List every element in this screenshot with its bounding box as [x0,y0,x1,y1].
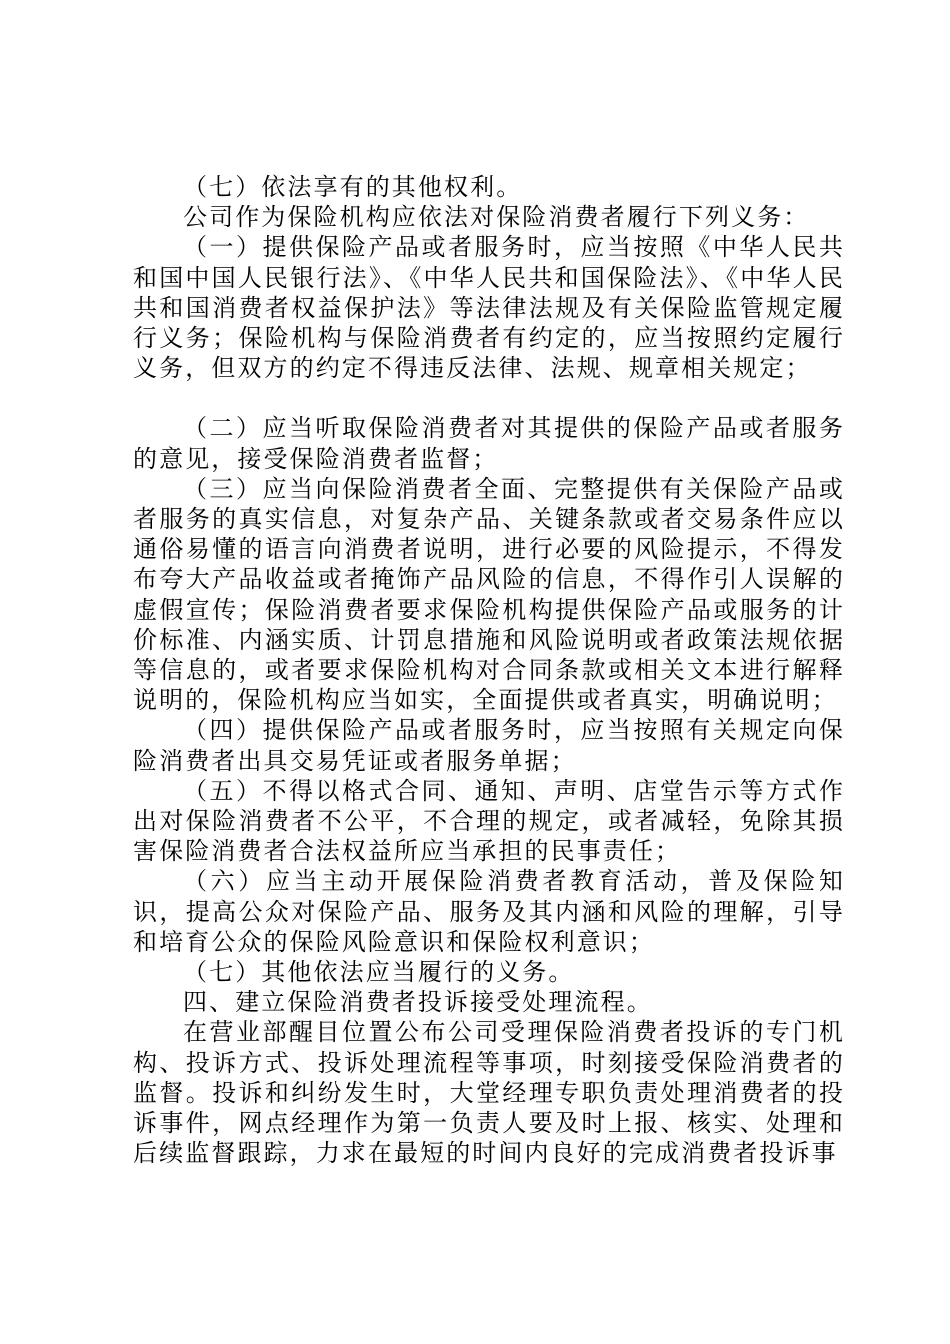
paragraph-obligation-seven: （七）其他依法应当履行的义务。 [183,958,575,987]
section-heading-complaints: 四、建立保险消费者投诉接受处理流程。 [183,988,653,1017]
paragraph-obligation-six: （六）应当主动开展保险消费者教育活动，普及保险知识，提高公众对保险产品、服务及其内涵和风险的理解，引导和培育公众的保险风险意识和保险权利意识； [133,867,845,956]
paragraph-right-seven: （七）依法享有的其他权利。 [183,173,523,201]
paragraph-obligation-one: （一）提供保险产品或者服务时，应当按照《中华人民共和国中国人民银行法》、《中华人民共和国保险法》、《中华人民共和国消费者权益保护法》等法律法规及有关保险监管规定履行义务；保险机构与保险消费者有约定的，应当按照约定履行义务，但双方的约定不得违反法律、法规、规章相关规定； [133,233,845,383]
paragraph-obligation-five: （五）不得以格式合同、通知、声明、店堂告示等方式作出对保险消费者不公平，不合理的规定，或者减轻，免除其损害保险消费者合法权益所应当承担的民事责任； [133,776,845,866]
paragraph-obligation-four: （四）提供保险产品或者服务时，应当按照有关规定向保险消费者出具交易凭证或者服务单据； [133,716,845,775]
paragraph-complaint-process: 在营业部醒目位置公布公司受理保险消费者投诉的专门机构、投诉方式、投诉处理流程等事项，时刻接受保险消费者的监督。投诉和纠纷发生时，大堂经理专职负责处理消费者的投诉事件，网点经理作为第一负责人要及时上报、核实、处理和后续监督跟踪，力求在最短的时间内良好的完成消费者投诉事 [133,1018,845,1168]
paragraph-obligation-three: （三）应当向保险消费者全面、完整提供有关保险产品或者服务的真实信息，对复杂产品、关键条款或者交易条件应以通俗易懂的语言向消费者说明，进行必要的风险提示，不得发布夸大产品收益或者掩饰产品风险的信息，不得作引人误解的虚假宣传；保险消费者要求保险机构提供保险产品或服务的计价标准、内涵实质、计罚息措施和风险说明或者政策法规依据等信息的，或者要求保险机构对合同条款或相关文本进行解释说明的，保险机构应当如实，全面提供或者真实，明确说明； [133,474,845,715]
paragraph-obligation-two: （二）应当听取保险消费者对其提供的保险产品或者服务的意见，接受保险消费者监督； [133,414,845,473]
document-body [133,172,845,1169]
paragraph-obligations-intro: 公司作为保险机构应依法对保险消费者履行下列义务： [183,203,810,232]
